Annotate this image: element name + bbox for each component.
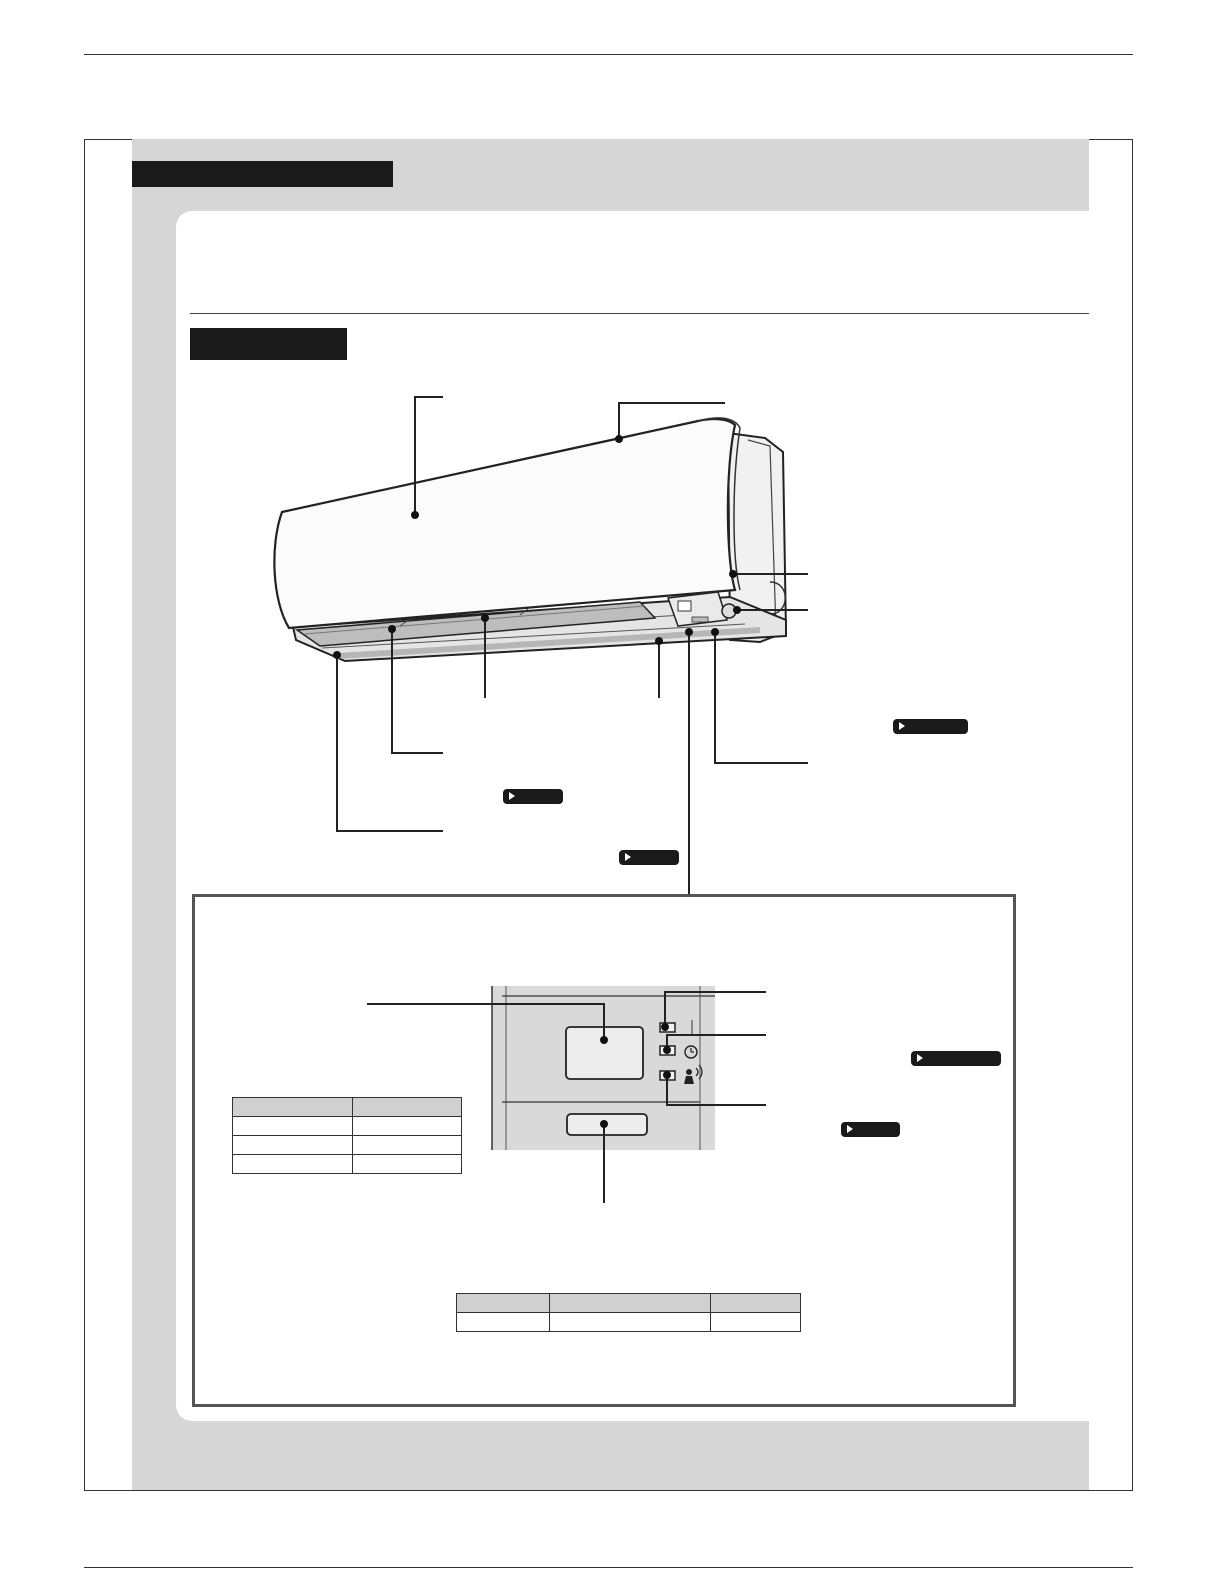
indicator-table (232, 1097, 462, 1174)
table-row (233, 1155, 462, 1174)
display-code-table (456, 1293, 801, 1332)
table-row (233, 1117, 462, 1136)
table-row (457, 1313, 801, 1332)
table-row (233, 1136, 462, 1155)
